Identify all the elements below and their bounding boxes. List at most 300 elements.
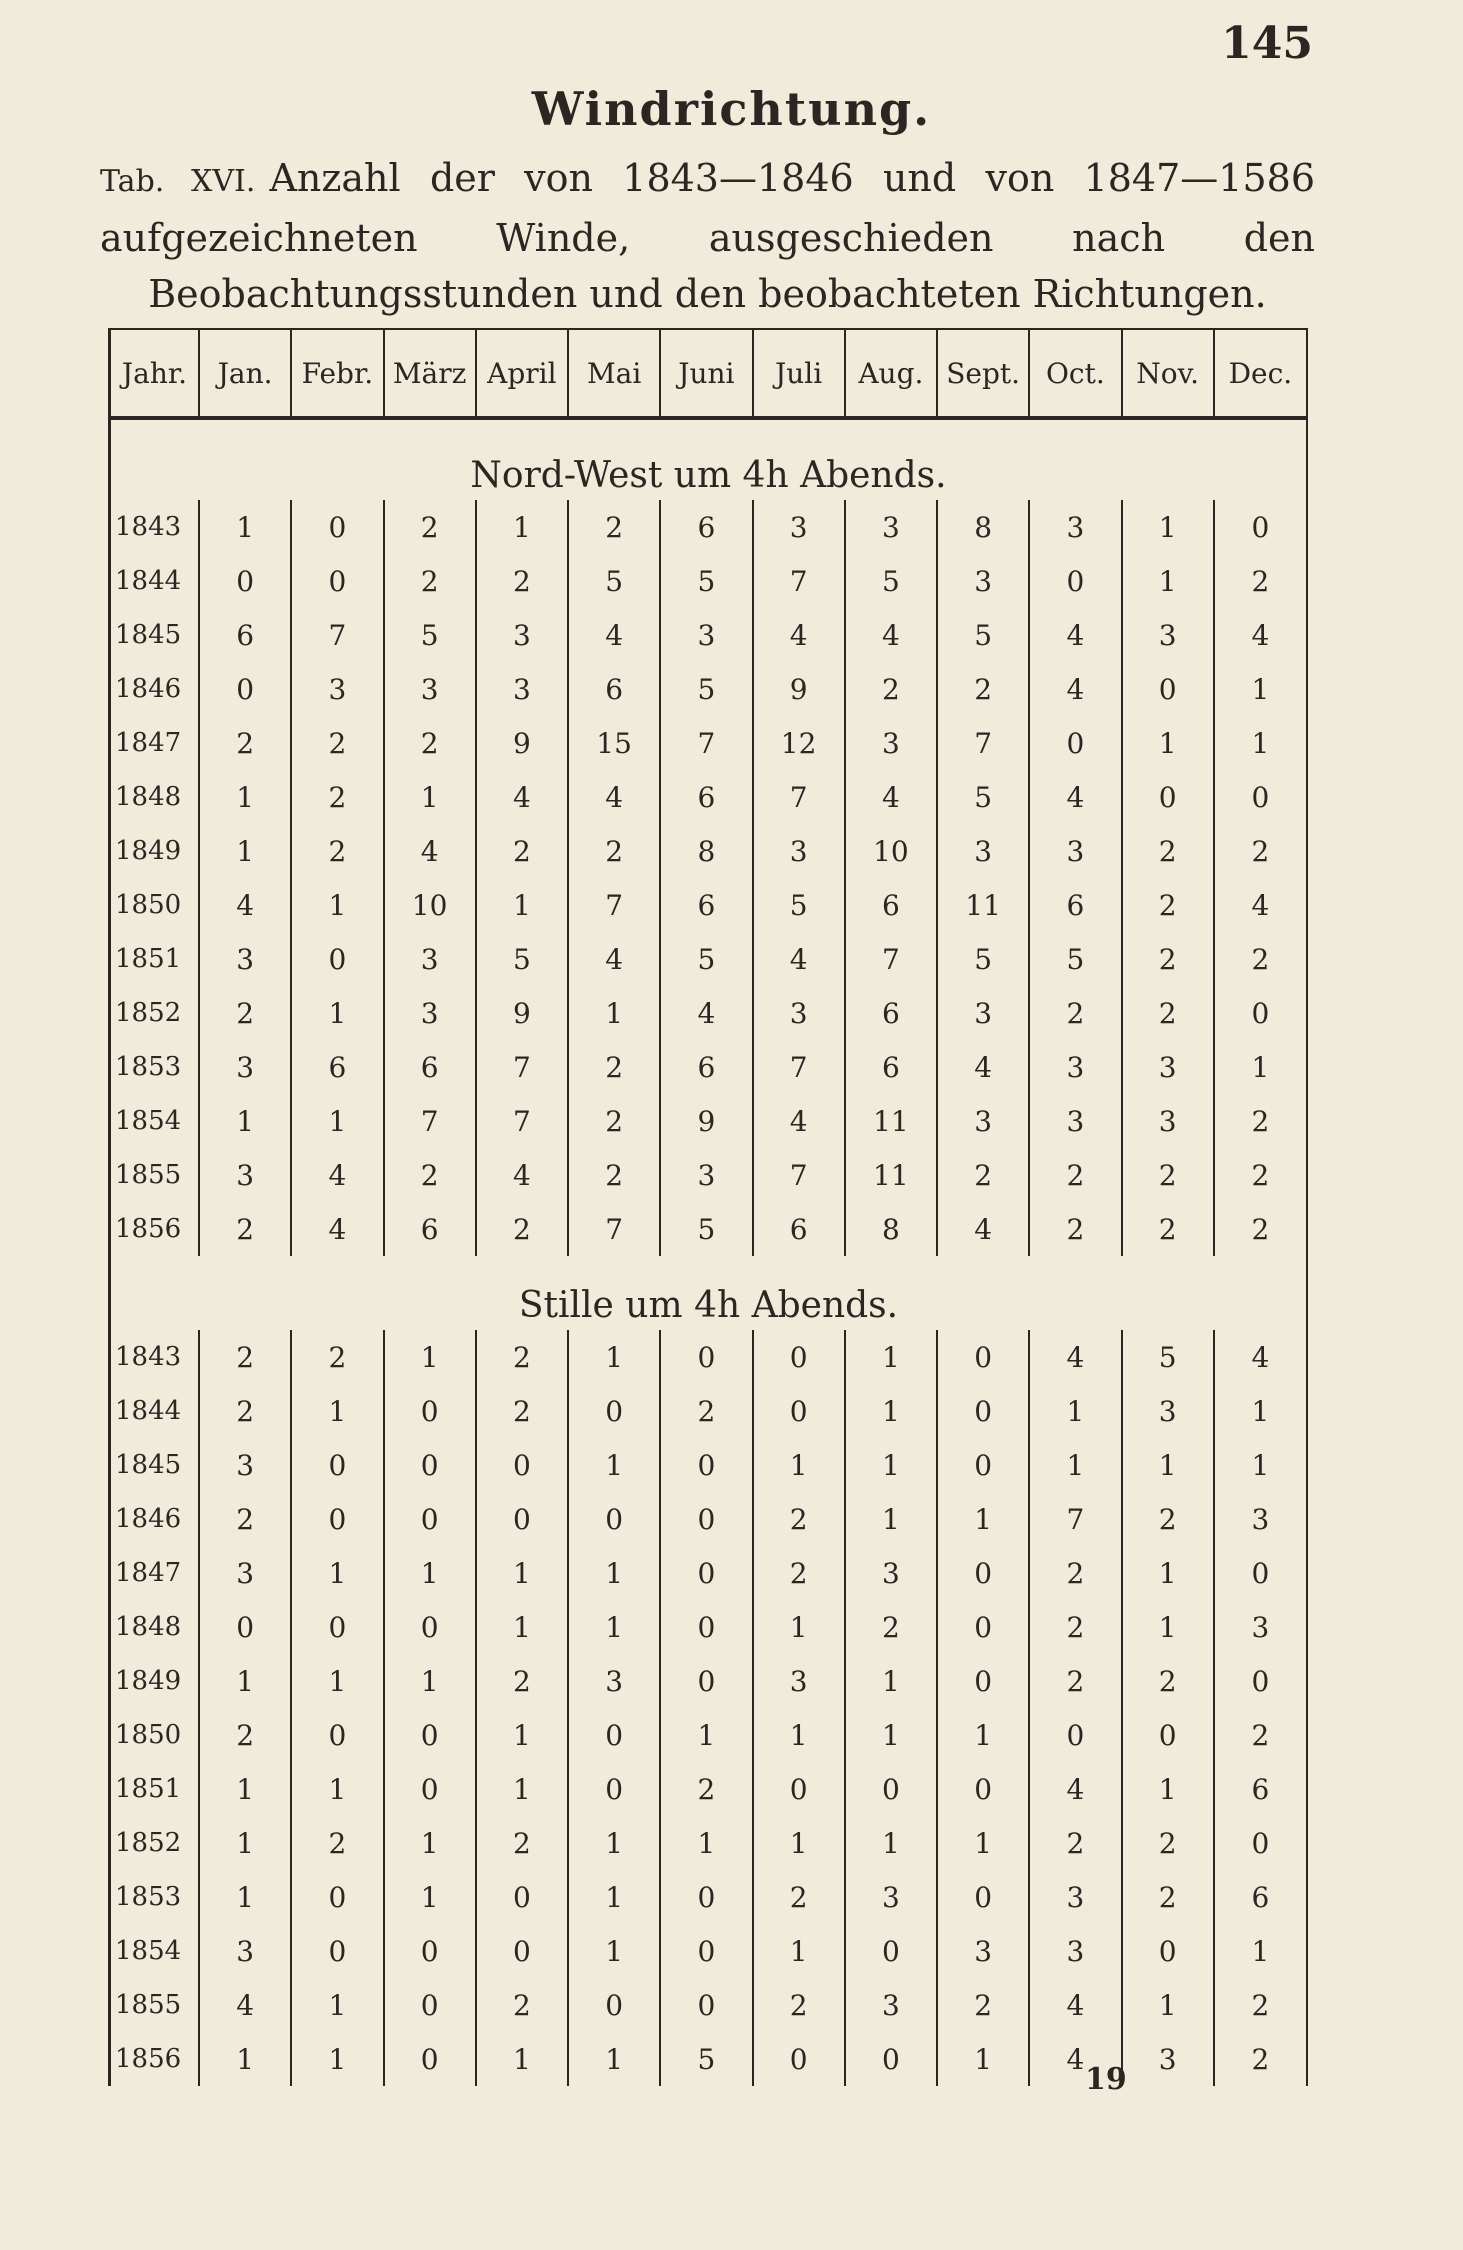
count-cell: 12 [753, 716, 845, 770]
count-cell: 7 [753, 1040, 845, 1094]
count-cell: 0 [1214, 986, 1306, 1040]
count-cell: 3 [1214, 1492, 1306, 1546]
count-cell: 8 [845, 1202, 937, 1256]
count-cell: 2 [568, 1148, 660, 1202]
count-cell: 2 [1214, 2032, 1306, 2086]
count-cell: 7 [568, 878, 660, 932]
count-cell: 0 [291, 500, 383, 554]
count-cell: 4 [753, 608, 845, 662]
count-cell: 1 [753, 1708, 845, 1762]
count-cell: 7 [291, 608, 383, 662]
count-cell: 1 [1122, 1438, 1214, 1492]
count-cell: 1 [384, 1546, 476, 1600]
count-cell: 4 [1029, 1762, 1121, 1816]
count-cell: 4 [384, 824, 476, 878]
caption-text: Anzahl der von 1843—1846 und von 1847—1586 aufgezeichneten Winde, ausgeschieden nach den Beobachtungsstunden und den beobachteten Richtungen. [100, 156, 1315, 316]
count-cell: 0 [937, 1330, 1029, 1384]
count-cell: 9 [476, 716, 568, 770]
count-cell: 2 [753, 1546, 845, 1600]
count-cell: 2 [1029, 1546, 1121, 1600]
year-cell: 1849 [115, 1666, 182, 1696]
count-cell: 0 [476, 1924, 568, 1978]
count-cell: 4 [568, 932, 660, 986]
count-cell: 7 [384, 1094, 476, 1148]
count-cell: 0 [937, 1654, 1029, 1708]
count-cell: 11 [937, 878, 1029, 932]
count-cell: 2 [1214, 932, 1306, 986]
count-cell: 4 [1029, 1978, 1121, 2032]
count-cell: 0 [1214, 500, 1306, 554]
count-cell: 1 [291, 878, 383, 932]
count-cell: 10 [384, 878, 476, 932]
count-cell: 0 [660, 1600, 752, 1654]
count-cell: 3 [568, 1654, 660, 1708]
count-cell: 5 [476, 932, 568, 986]
count-cell: 0 [1029, 1708, 1121, 1762]
column-header-month: Mai [568, 330, 660, 418]
count-cell: 3 [1122, 608, 1214, 662]
count-cell: 2 [476, 1978, 568, 2032]
year-cell: 1851 [115, 1774, 182, 1804]
count-cell: 4 [1029, 662, 1121, 716]
count-cell: 6 [660, 1040, 752, 1094]
count-cell: 6 [1214, 1762, 1306, 1816]
count-cell: 2 [1029, 986, 1121, 1040]
column-header-month: Dec. [1214, 330, 1306, 418]
year-cell: 1851 [115, 944, 182, 974]
count-cell: 2 [476, 1202, 568, 1256]
count-cell: 0 [291, 1438, 383, 1492]
count-cell: 2 [1214, 1202, 1306, 1256]
count-cell: 2 [291, 1816, 383, 1870]
count-cell: 2 [476, 1816, 568, 1870]
count-cell: 3 [384, 662, 476, 716]
count-cell: 1 [1214, 1040, 1306, 1094]
count-cell: 0 [1122, 662, 1214, 716]
count-cell: 4 [937, 1202, 1029, 1256]
count-cell: 3 [1029, 500, 1121, 554]
count-cell: 15 [568, 716, 660, 770]
count-cell: 0 [199, 662, 291, 716]
count-cell: 6 [660, 500, 752, 554]
year-cell: 1845 [115, 620, 182, 650]
count-cell: 3 [199, 1438, 291, 1492]
count-cell: 4 [1029, 1330, 1121, 1384]
count-cell: 2 [199, 1708, 291, 1762]
count-cell: 2 [199, 1330, 291, 1384]
count-cell: 3 [937, 1094, 1029, 1148]
count-cell: 4 [1214, 1330, 1306, 1384]
count-cell: 1 [660, 1816, 752, 1870]
count-cell: 0 [660, 1924, 752, 1978]
count-cell: 0 [476, 1438, 568, 1492]
year-cell: 1847 [115, 728, 182, 758]
count-cell: 1 [199, 770, 291, 824]
count-cell: 1 [476, 1708, 568, 1762]
year-cell: 1849 [115, 836, 182, 866]
count-cell: 3 [937, 554, 1029, 608]
count-cell: 0 [384, 1492, 476, 1546]
table-caption [100, 150, 1315, 322]
count-cell: 1 [568, 1330, 660, 1384]
count-cell: 2 [1122, 932, 1214, 986]
year-cell: 1850 [115, 890, 182, 920]
wind-table [111, 330, 1306, 2086]
table-row [111, 1202, 1306, 1256]
count-cell: 2 [1029, 1202, 1121, 1256]
count-cell: 2 [1029, 1654, 1121, 1708]
count-cell: 2 [1122, 824, 1214, 878]
count-cell: 3 [845, 716, 937, 770]
count-cell: 0 [199, 554, 291, 608]
count-cell: 0 [937, 1600, 1029, 1654]
count-cell: 3 [753, 824, 845, 878]
count-cell: 11 [845, 1148, 937, 1202]
count-cell: 5 [384, 608, 476, 662]
page-number: 145 [1221, 18, 1313, 69]
year-cell: 1854 [115, 1936, 182, 1966]
table-row [111, 500, 1306, 554]
count-cell: 1 [291, 1384, 383, 1438]
count-cell: 1 [568, 2032, 660, 2086]
count-cell: 0 [384, 1708, 476, 1762]
year-cell: 1850 [115, 1720, 182, 1750]
table-row [111, 824, 1306, 878]
count-cell: 0 [1029, 716, 1121, 770]
count-cell: 0 [291, 1870, 383, 1924]
count-cell: 2 [291, 770, 383, 824]
table-row [111, 1600, 1306, 1654]
count-cell: 1 [937, 1492, 1029, 1546]
count-cell: 1 [845, 1330, 937, 1384]
count-cell: 2 [291, 824, 383, 878]
count-cell: 6 [568, 662, 660, 716]
count-cell: 0 [1122, 770, 1214, 824]
count-cell: 2 [1214, 1148, 1306, 1202]
count-cell: 0 [384, 1600, 476, 1654]
count-cell: 2 [1214, 554, 1306, 608]
year-cell: 1852 [115, 998, 182, 1028]
column-header-month: Sept. [937, 330, 1029, 418]
year-cell: 1844 [115, 566, 182, 596]
count-cell: 6 [1029, 878, 1121, 932]
count-cell: 1 [1029, 1438, 1121, 1492]
count-cell: 1 [291, 1978, 383, 2032]
count-cell: 2 [937, 1148, 1029, 1202]
count-cell: 2 [1122, 1654, 1214, 1708]
count-cell: 1 [199, 1654, 291, 1708]
count-cell: 2 [1122, 986, 1214, 1040]
column-header-month: Aug. [845, 330, 937, 418]
count-cell: 1 [384, 1330, 476, 1384]
count-cell: 6 [660, 770, 752, 824]
count-cell: 1 [1122, 1762, 1214, 1816]
count-cell: 1 [753, 1438, 845, 1492]
count-cell: 1 [568, 986, 660, 1040]
count-cell: 2 [199, 716, 291, 770]
count-cell: 2 [199, 1384, 291, 1438]
table-row [111, 770, 1306, 824]
count-cell: 3 [476, 662, 568, 716]
count-cell: 1 [476, 878, 568, 932]
count-cell: 1 [476, 1546, 568, 1600]
section-title-row [111, 418, 1306, 500]
table-row [111, 1040, 1306, 1094]
count-cell: 1 [937, 1816, 1029, 1870]
count-cell: 1 [937, 2032, 1029, 2086]
count-cell: 2 [937, 1978, 1029, 2032]
year-cell: 1856 [115, 2044, 182, 2074]
count-cell: 3 [845, 500, 937, 554]
count-cell: 1 [1214, 1438, 1306, 1492]
count-cell: 0 [753, 1330, 845, 1384]
count-cell: 0 [1029, 554, 1121, 608]
count-cell: 1 [199, 1870, 291, 1924]
count-cell: 0 [384, 1978, 476, 2032]
count-cell: 0 [1214, 770, 1306, 824]
count-cell: 2 [199, 1202, 291, 1256]
count-cell: 2 [1122, 1202, 1214, 1256]
year-cell: 1855 [115, 1990, 182, 2020]
year-cell: 1856 [115, 1214, 182, 1244]
count-cell: 1 [845, 1492, 937, 1546]
year-cell: 1847 [115, 1558, 182, 1588]
count-cell: 0 [1214, 1816, 1306, 1870]
count-cell: 7 [845, 932, 937, 986]
count-cell: 4 [845, 608, 937, 662]
count-cell: 4 [1214, 608, 1306, 662]
count-cell: 6 [291, 1040, 383, 1094]
column-header-month: Juli [753, 330, 845, 418]
count-cell: 3 [1214, 1600, 1306, 1654]
count-cell: 1 [291, 1546, 383, 1600]
column-header-month: April [476, 330, 568, 418]
count-cell: 9 [660, 1094, 752, 1148]
section-title: Stille um 4h Abends. [518, 1285, 899, 1326]
count-cell: 1 [568, 1600, 660, 1654]
column-header-year: Jahr. [111, 330, 199, 418]
count-cell: 0 [753, 2032, 845, 2086]
table-row [111, 1148, 1306, 1202]
count-cell: 1 [1214, 662, 1306, 716]
count-cell: 2 [1122, 1148, 1214, 1202]
count-cell: 3 [199, 1040, 291, 1094]
count-cell: 2 [384, 554, 476, 608]
count-cell: 3 [937, 986, 1029, 1040]
count-cell: 5 [660, 662, 752, 716]
count-cell: 1 [845, 1384, 937, 1438]
count-cell: 2 [291, 1330, 383, 1384]
table-row [111, 1978, 1306, 2032]
count-cell: 1 [568, 1816, 660, 1870]
count-cell: 1 [845, 1438, 937, 1492]
count-cell: 2 [753, 1978, 845, 2032]
count-cell: 0 [660, 1546, 752, 1600]
count-cell: 3 [753, 500, 845, 554]
header-row [111, 330, 1306, 418]
count-cell: 3 [1029, 1040, 1121, 1094]
count-cell: 0 [568, 1978, 660, 2032]
count-cell: 6 [845, 986, 937, 1040]
table-row [111, 932, 1306, 986]
count-cell: 1 [1214, 716, 1306, 770]
page-heading: Windrichtung. [531, 82, 932, 136]
count-cell: 2 [476, 554, 568, 608]
count-cell: 1 [753, 1924, 845, 1978]
count-cell: 6 [199, 608, 291, 662]
count-cell: 1 [291, 2032, 383, 2086]
count-cell: 7 [753, 554, 845, 608]
count-cell: 0 [937, 1438, 1029, 1492]
count-cell: 1 [476, 1762, 568, 1816]
table-body [111, 418, 1306, 2086]
count-cell: 3 [660, 608, 752, 662]
count-cell: 5 [660, 2032, 752, 2086]
count-cell: 1 [384, 1816, 476, 1870]
count-cell: 5 [568, 554, 660, 608]
count-cell: 5 [1029, 932, 1121, 986]
count-cell: 2 [568, 1040, 660, 1094]
count-cell: 0 [1122, 1924, 1214, 1978]
count-cell: 3 [291, 662, 383, 716]
count-cell: 2 [937, 662, 1029, 716]
count-cell: 4 [291, 1148, 383, 1202]
count-cell: 6 [660, 878, 752, 932]
count-cell: 5 [937, 770, 1029, 824]
count-cell: 0 [845, 2032, 937, 2086]
table-row [111, 554, 1306, 608]
count-cell: 4 [199, 878, 291, 932]
count-cell: 1 [937, 1708, 1029, 1762]
section-title-row [111, 1256, 1306, 1330]
count-cell: 1 [1214, 1384, 1306, 1438]
count-cell: 1 [1029, 1384, 1121, 1438]
count-cell: 3 [753, 1654, 845, 1708]
count-cell: 0 [845, 1762, 937, 1816]
count-cell: 0 [199, 1600, 291, 1654]
column-header-month: Oct. [1029, 330, 1121, 418]
count-cell: 2 [199, 986, 291, 1040]
count-cell: 2 [845, 1600, 937, 1654]
count-cell: 2 [1122, 1492, 1214, 1546]
table-row [111, 1924, 1306, 1978]
count-cell: 0 [753, 1384, 845, 1438]
year-cell: 1848 [115, 1612, 182, 1642]
count-cell: 3 [1029, 824, 1121, 878]
count-cell: 0 [384, 1762, 476, 1816]
table-row [111, 1492, 1306, 1546]
count-cell: 7 [476, 1040, 568, 1094]
table-row [111, 1816, 1306, 1870]
count-cell: 3 [1122, 1384, 1214, 1438]
column-header-month: Jan. [199, 330, 291, 418]
count-cell: 3 [384, 932, 476, 986]
count-cell: 0 [568, 1384, 660, 1438]
count-cell: 1 [568, 1546, 660, 1600]
year-cell: 1843 [115, 1342, 182, 1372]
count-cell: 0 [1214, 1654, 1306, 1708]
signature-number: 19 [1085, 2062, 1127, 2097]
table-row [111, 662, 1306, 716]
count-cell: 4 [1029, 770, 1121, 824]
count-cell: 1 [384, 770, 476, 824]
count-cell: 0 [845, 1924, 937, 1978]
count-cell: 2 [291, 716, 383, 770]
count-cell: 1 [568, 1438, 660, 1492]
count-cell: 2 [1029, 1600, 1121, 1654]
count-cell: 4 [937, 1040, 1029, 1094]
count-cell: 3 [845, 1546, 937, 1600]
count-cell: 3 [845, 1870, 937, 1924]
table-row [111, 878, 1306, 932]
count-cell: 0 [660, 1978, 752, 2032]
count-cell: 6 [1214, 1870, 1306, 1924]
count-cell: 0 [753, 1762, 845, 1816]
count-cell: 2 [1214, 1094, 1306, 1148]
count-cell: 6 [753, 1202, 845, 1256]
count-cell: 3 [937, 1924, 1029, 1978]
count-cell: 1 [1122, 500, 1214, 554]
count-cell: 1 [291, 986, 383, 1040]
count-cell: 0 [937, 1870, 1029, 1924]
count-cell: 2 [384, 1148, 476, 1202]
count-cell: 7 [476, 1094, 568, 1148]
count-cell: 0 [291, 932, 383, 986]
count-cell: 2 [1122, 1870, 1214, 1924]
count-cell: 2 [568, 1094, 660, 1148]
count-cell: 5 [937, 932, 1029, 986]
count-cell: 1 [845, 1708, 937, 1762]
count-cell: 3 [937, 824, 1029, 878]
count-cell: 3 [1029, 1924, 1121, 1978]
count-cell: 2 [199, 1492, 291, 1546]
count-cell: 1 [660, 1708, 752, 1762]
count-cell: 0 [291, 1924, 383, 1978]
count-cell: 4 [476, 1148, 568, 1202]
count-cell: 2 [476, 1330, 568, 1384]
count-cell: 1 [384, 1870, 476, 1924]
count-cell: 4 [199, 1978, 291, 2032]
count-cell: 0 [1122, 1708, 1214, 1762]
count-cell: 4 [568, 770, 660, 824]
count-cell: 1 [845, 1816, 937, 1870]
year-cell: 1852 [115, 1828, 182, 1858]
count-cell: 2 [1029, 1816, 1121, 1870]
count-cell: 6 [384, 1202, 476, 1256]
count-cell: 2 [1122, 1816, 1214, 1870]
count-cell: 0 [291, 1600, 383, 1654]
table-row [111, 1654, 1306, 1708]
count-cell: 2 [660, 1762, 752, 1816]
count-cell: 2 [845, 662, 937, 716]
count-cell: 1 [384, 1654, 476, 1708]
count-cell: 9 [753, 662, 845, 716]
count-cell: 2 [1214, 1708, 1306, 1762]
year-cell: 1853 [115, 1052, 182, 1082]
count-cell: 0 [384, 1924, 476, 1978]
count-cell: 3 [199, 1546, 291, 1600]
count-cell: 1 [476, 1600, 568, 1654]
count-cell: 7 [568, 1202, 660, 1256]
count-cell: 0 [291, 1708, 383, 1762]
year-cell: 1846 [115, 674, 182, 704]
count-cell: 1 [476, 500, 568, 554]
count-cell: 3 [1122, 1040, 1214, 1094]
count-cell: 0 [660, 1438, 752, 1492]
count-cell: 8 [660, 824, 752, 878]
table-label: Tab. XVI. [100, 164, 256, 199]
count-cell: 2 [568, 824, 660, 878]
